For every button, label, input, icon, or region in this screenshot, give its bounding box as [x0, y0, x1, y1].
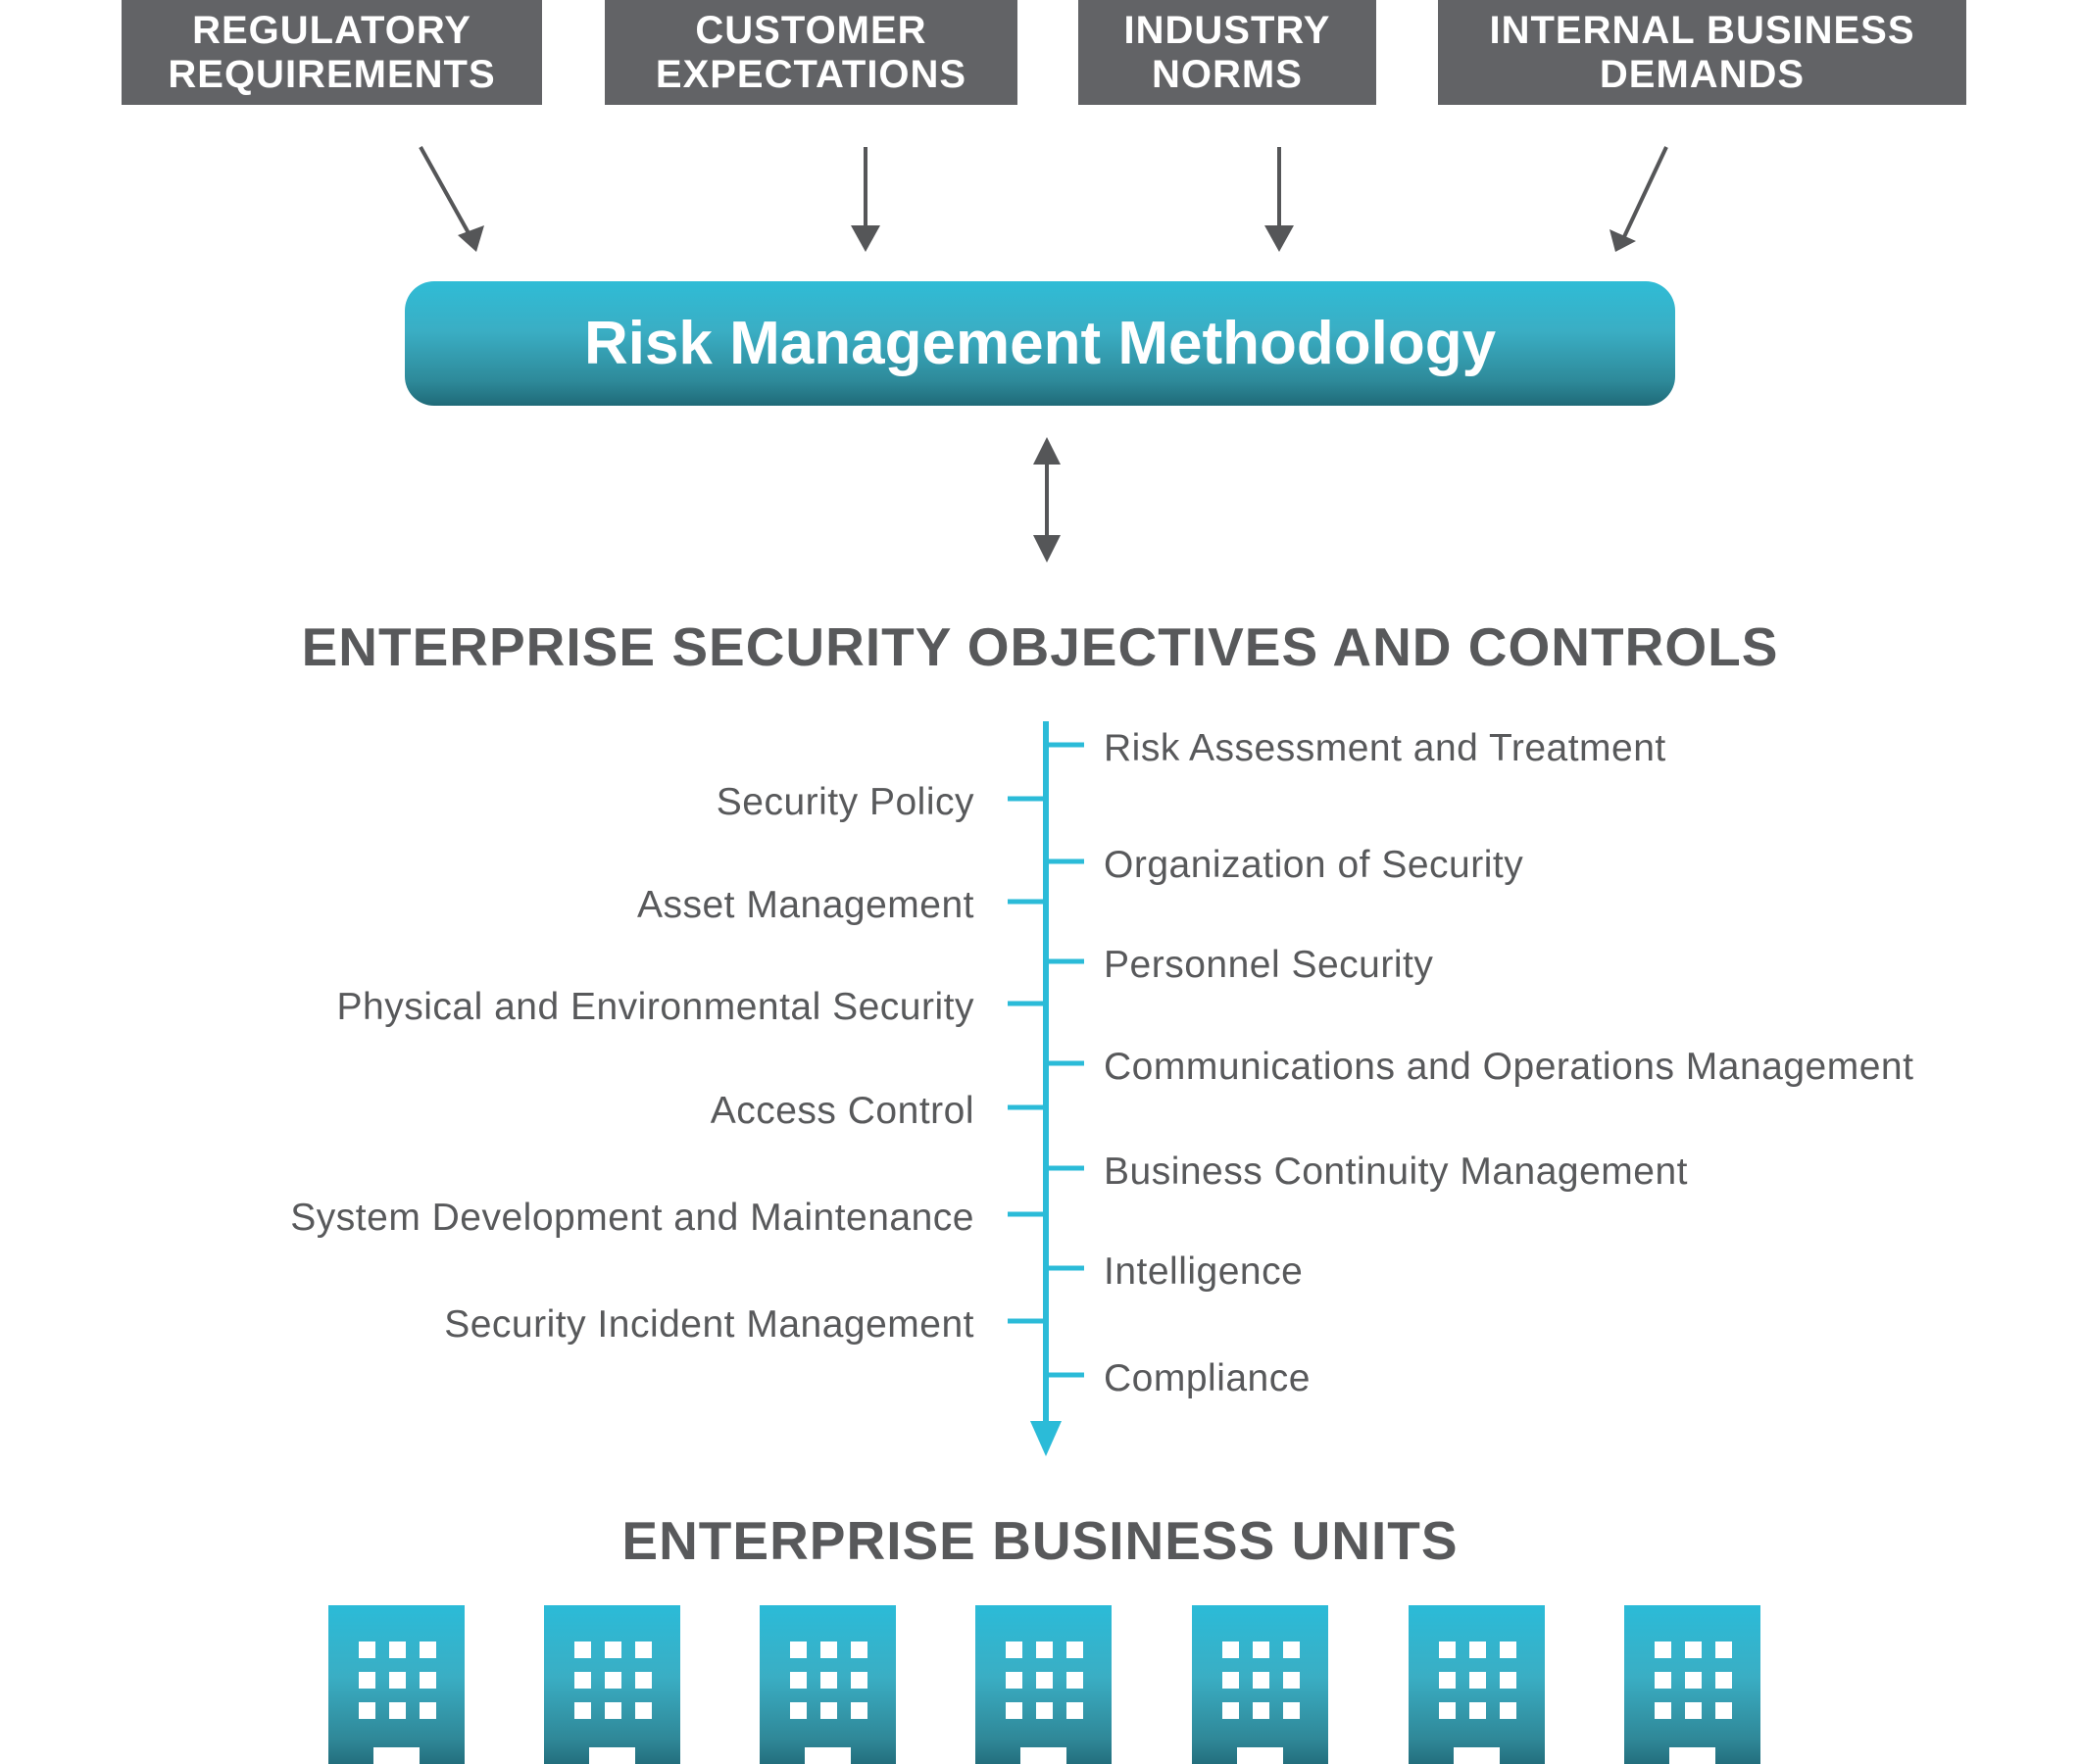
- input-industry-norms: INDUSTRY NORMS: [1078, 0, 1376, 105]
- building-icon: [1624, 1605, 1760, 1764]
- bidirectional-arrow-top: [1033, 437, 1061, 465]
- building-window: [1500, 1642, 1516, 1658]
- arrow-internal: [1621, 147, 1666, 243]
- building-window: [1036, 1672, 1053, 1689]
- building-window: [1655, 1672, 1671, 1689]
- building-door: [1020, 1747, 1066, 1764]
- arrowhead-regulatory-fixed: [458, 225, 484, 252]
- building-window: [1469, 1702, 1486, 1719]
- building-window: [1439, 1672, 1456, 1689]
- input-internal-business-demands: INTERNAL BUSINESS DEMANDS: [1438, 0, 1966, 105]
- building-window: [1715, 1702, 1732, 1719]
- building-window: [1006, 1642, 1022, 1658]
- building-door: [1669, 1747, 1715, 1764]
- building-window: [1066, 1672, 1083, 1689]
- controls-axis-arrowhead: [1030, 1421, 1062, 1456]
- building-window: [420, 1642, 436, 1658]
- building-window: [1222, 1702, 1239, 1719]
- building-window: [420, 1672, 436, 1689]
- building-icon: [760, 1605, 896, 1764]
- building-window: [605, 1672, 621, 1689]
- building-window: [389, 1642, 406, 1658]
- building-window: [389, 1672, 406, 1689]
- building-window: [820, 1642, 837, 1658]
- building-window: [1655, 1702, 1671, 1719]
- building-window: [1253, 1672, 1269, 1689]
- arrowhead-customer: [851, 225, 880, 252]
- building-window: [1253, 1702, 1269, 1719]
- building-window: [1036, 1642, 1053, 1658]
- building-window: [790, 1642, 807, 1658]
- building-window: [420, 1702, 436, 1719]
- input-regulatory-requirements: REGULATORY REQUIREMENTS: [122, 0, 542, 105]
- building-window: [1439, 1702, 1456, 1719]
- control-intelligence: Intelligence: [1104, 1250, 1304, 1293]
- building-window: [790, 1702, 807, 1719]
- building-window: [635, 1642, 652, 1658]
- building-window: [790, 1672, 807, 1689]
- building-door: [1454, 1747, 1500, 1764]
- control-communications-operations-management: Communications and Operations Management: [1104, 1046, 1914, 1088]
- control-security-incident-management: Security Incident Management: [444, 1303, 974, 1346]
- building-window: [1685, 1672, 1702, 1689]
- building-window: [1685, 1642, 1702, 1658]
- building-icon: [1409, 1605, 1545, 1764]
- building-window: [1469, 1672, 1486, 1689]
- building-window: [635, 1672, 652, 1689]
- building-window: [820, 1702, 837, 1719]
- building-door: [373, 1747, 420, 1764]
- control-system-development-maintenance: System Development and Maintenance: [290, 1197, 974, 1239]
- control-security-policy: Security Policy: [716, 781, 974, 823]
- building-window: [1283, 1702, 1300, 1719]
- building-icon: [1192, 1605, 1328, 1764]
- bidirectional-arrow-bottom: [1033, 535, 1061, 563]
- control-compliance: Compliance: [1104, 1357, 1311, 1399]
- building-window: [1006, 1672, 1022, 1689]
- building-window: [851, 1702, 867, 1719]
- building-window: [1500, 1702, 1516, 1719]
- control-access-control: Access Control: [710, 1090, 974, 1132]
- building-window: [1222, 1672, 1239, 1689]
- control-asset-management: Asset Management: [636, 884, 974, 926]
- building-window: [1715, 1642, 1732, 1658]
- objectives-heading: ENTERPRISE SECURITY OBJECTIVES AND CONTROLS: [301, 616, 1779, 677]
- control-physical-environmental-security: Physical and Environmental Security: [336, 986, 974, 1028]
- building-door: [1237, 1747, 1283, 1764]
- input-customer-expectations: CUSTOMER EXPECTATIONS: [605, 0, 1017, 105]
- business-units-heading: ENTERPRISE BUSINESS UNITS: [621, 1510, 1459, 1571]
- building-window: [1036, 1702, 1053, 1719]
- building-window: [389, 1702, 406, 1719]
- building-window: [851, 1642, 867, 1658]
- arrowhead-industry: [1264, 225, 1294, 252]
- building-door: [589, 1747, 635, 1764]
- building-window: [359, 1672, 375, 1689]
- building-window: [359, 1702, 375, 1719]
- building-icon: [975, 1605, 1112, 1764]
- building-window: [1066, 1642, 1083, 1658]
- building-window: [605, 1702, 621, 1719]
- building-window: [1222, 1642, 1239, 1658]
- building-window: [635, 1702, 652, 1719]
- building-window: [851, 1672, 867, 1689]
- building-window: [1655, 1642, 1671, 1658]
- building-window: [359, 1642, 375, 1658]
- control-risk-assessment-treatment: Risk Assessment and Treatment: [1104, 727, 1666, 769]
- arrowhead-internal: [1610, 229, 1636, 252]
- control-organization-of-security: Organization of Security: [1104, 844, 1524, 886]
- building-icon: [328, 1605, 465, 1764]
- building-window: [1283, 1672, 1300, 1689]
- building-door: [805, 1747, 851, 1764]
- building-icon: [544, 1605, 680, 1764]
- control-business-continuity-management: Business Continuity Management: [1104, 1151, 1688, 1193]
- building-window: [1439, 1642, 1456, 1658]
- arrow-regulatory: [421, 147, 472, 240]
- building-window: [1500, 1672, 1516, 1689]
- building-window: [605, 1642, 621, 1658]
- building-window: [1253, 1642, 1269, 1658]
- building-window: [1715, 1672, 1732, 1689]
- building-window: [1006, 1702, 1022, 1719]
- control-personnel-security: Personnel Security: [1104, 944, 1434, 986]
- building-window: [1066, 1702, 1083, 1719]
- building-window: [574, 1642, 591, 1658]
- building-window: [574, 1702, 591, 1719]
- building-window: [1283, 1642, 1300, 1658]
- building-window: [820, 1672, 837, 1689]
- building-window: [1685, 1702, 1702, 1719]
- building-window: [1469, 1642, 1486, 1658]
- building-window: [574, 1672, 591, 1689]
- risk-management-methodology: Risk Management Methodology: [405, 281, 1675, 406]
